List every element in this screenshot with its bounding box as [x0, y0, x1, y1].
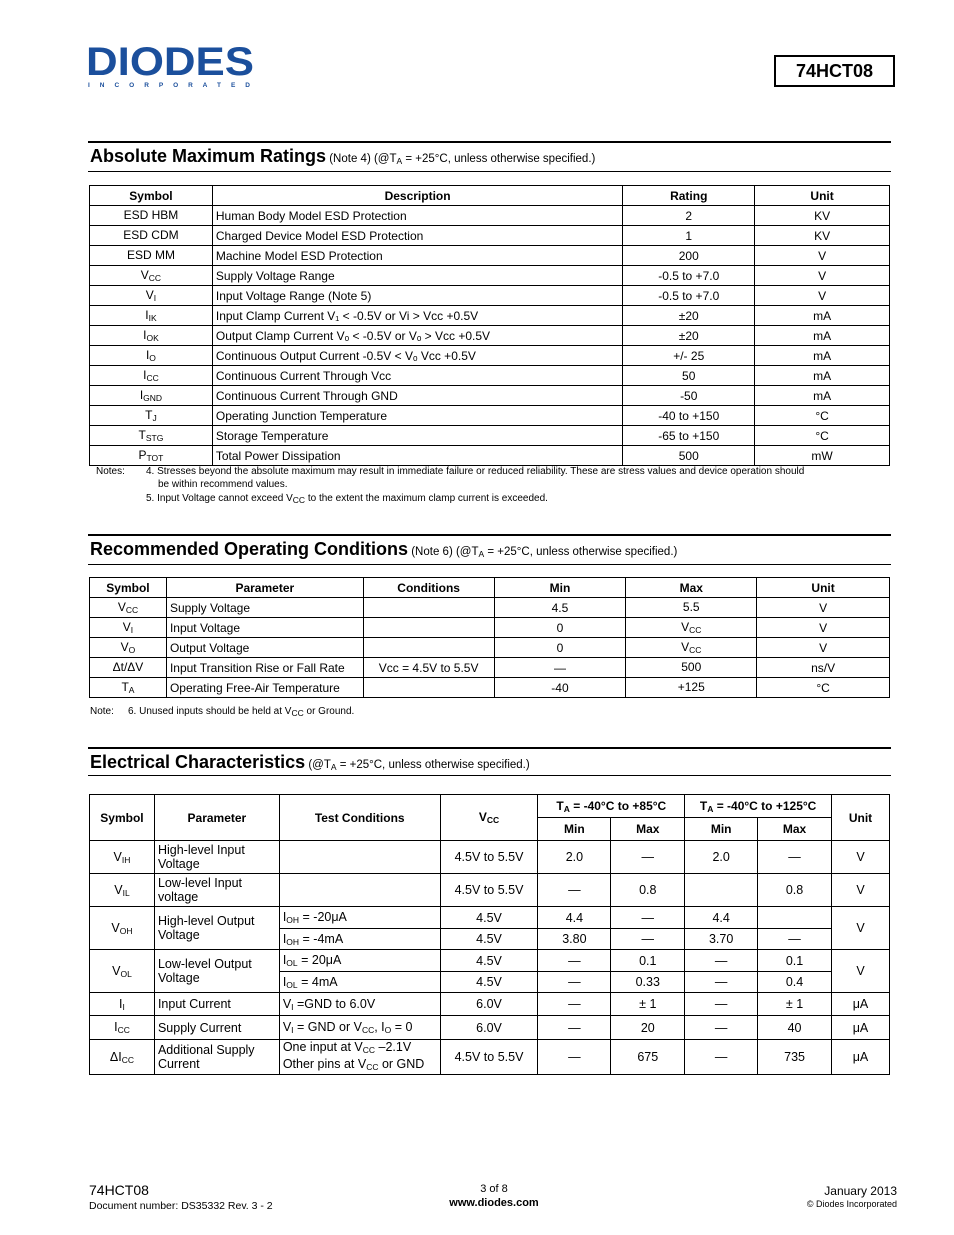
rating-cell: ±20	[623, 326, 755, 346]
max-cell: 0.1	[758, 950, 832, 972]
col-header-unit: Unit	[757, 578, 890, 598]
test-condition-cell: $I_{OH} = -20\mu A$	[279, 907, 440, 929]
parameter-cell: Supply Current	[154, 1016, 279, 1040]
table-row	[90, 907, 890, 929]
col-header-min: Min	[538, 818, 611, 841]
conditions-cell	[363, 598, 494, 618]
symbol-cell: Δt/ΔV	[90, 658, 167, 678]
min-cell: 4.4	[538, 907, 611, 929]
divider	[88, 775, 891, 776]
max-cell: —	[611, 841, 685, 874]
max-cell: 5.5	[626, 598, 757, 618]
symbol-cell: $T_J$	[90, 406, 213, 426]
col-header-symbol: Symbol	[90, 795, 155, 841]
min-cell: —	[685, 1016, 758, 1040]
col-header-max: Max	[611, 818, 685, 841]
unit-cell: mW	[755, 446, 890, 466]
col-header-test-conditions: Test Conditions	[279, 795, 440, 841]
table-row	[90, 266, 890, 286]
col-header-range-85: $T_A = -40^\circ C$ to +85°C	[538, 795, 685, 818]
min-cell: 3.80	[538, 929, 611, 950]
max-cell: 40	[758, 1016, 832, 1040]
symbol-cell: $V_I$	[90, 286, 213, 306]
symbol-cell: $I_O$	[90, 346, 213, 366]
unit-cell: V	[832, 950, 890, 993]
symbol-cell: ESD CDM	[90, 226, 213, 246]
min-cell: 4.4	[685, 907, 758, 929]
min-cell: 0	[494, 638, 626, 658]
parameter-cell: High-level Input Voltage	[154, 841, 279, 874]
symbol-cell: $V_{OH}$	[90, 907, 155, 950]
description-cell: Storage Temperature	[212, 426, 622, 446]
note-5: 5. Input Voltage cannot exceed $V_{CC}$ to the extent the maximum clamp current is exceeded.	[146, 493, 548, 505]
unit-cell: °C	[757, 678, 890, 698]
amr-notes-label: Notes:	[96, 466, 125, 477]
table-row	[90, 426, 890, 446]
vcc-cell: 4.5V	[440, 929, 538, 950]
note-6: 6. Unused inputs should be held at $V_{CC}$ or Ground.	[128, 706, 355, 718]
min-cell: 4.5	[494, 598, 626, 618]
min-cell: —	[685, 993, 758, 1016]
unit-cell: V	[757, 598, 890, 618]
table-row	[90, 638, 890, 658]
table-row	[90, 618, 890, 638]
max-cell: ± 1	[758, 993, 832, 1016]
parameter-cell: Operating Free-Air Temperature	[166, 678, 363, 698]
table-row	[90, 993, 890, 1016]
table-row	[90, 306, 890, 326]
rating-cell: -40 to +150	[623, 406, 755, 426]
description-cell: Charged Device Model ESD Protection	[212, 226, 622, 246]
description-cell: Output Clamp Current Vₒ < -0.5V or Vₒ > Vcc +0.5V	[212, 326, 622, 346]
table-row	[90, 874, 890, 907]
min-cell: —	[538, 1040, 611, 1075]
table-row	[90, 950, 890, 972]
col-header-max: Max	[626, 578, 757, 598]
max-cell: 500	[626, 658, 757, 678]
table-row	[90, 346, 890, 366]
conditions-cell: Vcc = 4.5V to 5.5V	[363, 658, 494, 678]
footer-page-number: 3 of 8	[480, 1183, 508, 1195]
unit-cell: V	[755, 286, 890, 306]
footer-date: January 2013	[824, 1184, 897, 1198]
footer-copyright: © Diodes Incorporated	[806, 1199, 897, 1209]
symbol-cell: $T_{STG}$	[90, 426, 213, 446]
table-row	[90, 1040, 890, 1075]
unit-cell: V	[755, 266, 890, 286]
divider	[88, 534, 891, 536]
col-header-max: Max	[758, 818, 832, 841]
symbol-cell: $I_I$	[90, 993, 155, 1016]
col-header-unit: Unit	[832, 795, 890, 841]
description-cell: Machine Model ESD Protection	[212, 246, 622, 266]
symbol-cell: $V_{CC}$	[90, 266, 213, 286]
col-header-unit: Unit	[755, 186, 890, 206]
table-row	[90, 286, 890, 306]
max-cell	[758, 907, 832, 929]
vcc-cell: 6.0V	[440, 993, 538, 1016]
max-cell: ± 1	[611, 993, 685, 1016]
divider	[88, 564, 891, 565]
vcc-cell: 6.0V	[440, 1016, 538, 1040]
max-cell: —	[758, 929, 832, 950]
divider	[88, 747, 891, 749]
rating-cell: -50	[623, 386, 755, 406]
table-row	[90, 1016, 890, 1040]
col-header-range-125: $T_A = -40^\circ C$ to +125°C	[685, 795, 832, 818]
col-header-vcc: $V_{CC}$	[440, 795, 538, 841]
max-cell: $V_{CC}$	[626, 638, 757, 658]
vcc-cell: 4.5V to 5.5V	[440, 874, 538, 907]
note-4: 4. Stresses beyond the absolute maximum may result in immediate failure or reduced reliability. These are stress values and device operation should	[146, 466, 805, 477]
col-header-min: Min	[685, 818, 758, 841]
rating-cell: -65 to +150	[623, 426, 755, 446]
note-4-cont: be within recommend values.	[158, 479, 288, 490]
logo-subtext: I N C O R P O R A T E D	[88, 82, 251, 89]
unit-cell: ns/V	[757, 658, 890, 678]
conditions-cell	[363, 618, 494, 638]
unit-cell: mA	[755, 346, 890, 366]
rating-cell: -0.5 to +7.0	[623, 266, 755, 286]
table-header-row	[90, 795, 890, 818]
min-cell: —	[685, 972, 758, 993]
symbol-cell: $V_{OL}$	[90, 950, 155, 993]
parameter-cell: Input Voltage	[166, 618, 363, 638]
description-cell: Supply Voltage Range	[212, 266, 622, 286]
rating-cell: -0.5 to +7.0	[623, 286, 755, 306]
unit-cell: V	[832, 841, 890, 874]
max-cell: —	[611, 929, 685, 950]
max-cell: —	[611, 907, 685, 929]
ec-section-title: Electrical Characteristics ($@T_A = +25^\circ C$, unless otherwise specified.)	[90, 752, 530, 772]
unit-cell: μA	[832, 1016, 890, 1040]
unit-cell: °C	[755, 406, 890, 426]
max-cell: —	[758, 841, 832, 874]
col-header-conditions: Conditions	[363, 578, 494, 598]
description-cell: Continuous Current Through GND	[212, 386, 622, 406]
table-header-row	[90, 578, 890, 598]
symbol-cell: $I_{IK}$	[90, 306, 213, 326]
amr-section-title: Absolute Maximum Ratings (Note 4) ($@T_A = +25^\circ C$, unless otherwise specified.)	[90, 146, 596, 166]
table-header-row	[90, 186, 890, 206]
table-row	[90, 658, 890, 678]
parameter-cell: Additional Supply Current	[154, 1040, 279, 1075]
table-row	[90, 841, 890, 874]
max-cell: 0.8	[611, 874, 685, 907]
min-cell: 2.0	[685, 841, 758, 874]
unit-cell: μA	[832, 993, 890, 1016]
max-cell: $V_{CC}$	[626, 618, 757, 638]
diodes-logo	[86, 42, 261, 90]
symbol-cell: $I_{OK}$	[90, 326, 213, 346]
unit-cell: °C	[755, 426, 890, 446]
min-cell: —	[685, 950, 758, 972]
parameter-cell: Output Voltage	[166, 638, 363, 658]
recommended-operating-conditions-table	[89, 577, 890, 698]
rating-cell: 2	[623, 206, 755, 226]
max-cell: 0.33	[611, 972, 685, 993]
symbol-cell: $\Delta I_{CC}$	[90, 1040, 155, 1075]
test-condition-cell	[279, 841, 440, 874]
min-cell: —	[538, 972, 611, 993]
footer-part-number: 74HCT08	[89, 1182, 149, 1198]
rating-cell: 50	[623, 366, 755, 386]
col-header-parameter: Parameter	[154, 795, 279, 841]
table-row	[90, 678, 890, 698]
roc-section-title: Recommended Operating Conditions (Note 6) ($@T_A = +25^\circ C$, unless otherwise specified.)	[90, 539, 678, 559]
symbol-cell: $I_{CC}$	[90, 366, 213, 386]
rating-cell: ±20	[623, 306, 755, 326]
footer-website-link[interactable]: www.diodes.com	[449, 1197, 539, 1209]
table-row	[90, 598, 890, 618]
table-row	[90, 226, 890, 246]
unit-cell: KV	[755, 206, 890, 226]
max-cell: 0.4	[758, 972, 832, 993]
divider	[88, 141, 891, 143]
max-cell: 675	[611, 1040, 685, 1075]
min-cell: —	[685, 1040, 758, 1075]
parameter-cell: Input Current	[154, 993, 279, 1016]
test-condition-cell	[279, 874, 440, 907]
min-cell: 2.0	[538, 841, 611, 874]
min-cell: —	[538, 874, 611, 907]
table-row	[90, 366, 890, 386]
rating-cell: +/- 25	[623, 346, 755, 366]
divider	[88, 171, 891, 172]
max-cell: 20	[611, 1016, 685, 1040]
min-cell: 0	[494, 618, 626, 638]
unit-cell: V	[757, 618, 890, 638]
unit-cell: mA	[755, 386, 890, 406]
vcc-cell: 4.5V to 5.5V	[440, 841, 538, 874]
electrical-characteristics-table	[89, 794, 890, 1075]
parameter-cell: Input Transition Rise or Fall Rate	[166, 658, 363, 678]
min-cell: 3.70	[685, 929, 758, 950]
min-cell: —	[494, 658, 626, 678]
col-header-symbol: Symbol	[90, 186, 213, 206]
roc-note-label: Note:	[90, 706, 114, 717]
parameter-cell: Supply Voltage	[166, 598, 363, 618]
table-row	[90, 386, 890, 406]
conditions-cell	[363, 678, 494, 698]
unit-cell: mA	[755, 366, 890, 386]
table-row	[90, 406, 890, 426]
symbol-cell: $V_O$	[90, 638, 167, 658]
vcc-cell: 4.5V to 5.5V	[440, 1040, 538, 1075]
min-cell: -40	[494, 678, 626, 698]
footer-document-number: Document number: DS35332 Rev. 3 - 2	[89, 1200, 273, 1212]
unit-cell: μA	[832, 1040, 890, 1075]
table-row	[90, 206, 890, 226]
unit-cell: mA	[755, 326, 890, 346]
table-row	[90, 446, 890, 466]
description-cell: Human Body Model ESD Protection	[212, 206, 622, 226]
conditions-cell	[363, 638, 494, 658]
min-cell: —	[538, 950, 611, 972]
unit-cell: V	[832, 907, 890, 950]
description-cell: Operating Junction Temperature	[212, 406, 622, 426]
col-header-description: Description	[212, 186, 622, 206]
symbol-cell: $V_{CC}$	[90, 598, 167, 618]
col-header-min: Min	[494, 578, 626, 598]
table-row	[90, 326, 890, 346]
part-number-box: 74HCT08	[774, 55, 895, 87]
test-condition-cell: One input at $V_{CC}$ –2.1V Other pins at $V_{CC}$ or GND	[279, 1040, 440, 1075]
max-cell: 735	[758, 1040, 832, 1075]
absolute-maximum-ratings-table	[89, 185, 890, 466]
symbol-cell: $P_{TOT}$	[90, 446, 213, 466]
parameter-cell: Low-level Output Voltage	[154, 950, 279, 993]
symbol-cell: $T_A$	[90, 678, 167, 698]
vcc-cell: 4.5V	[440, 972, 538, 993]
test-condition-cell: $V_I$ = GND or $V_{CC}$, $I_O = 0$	[279, 1016, 440, 1040]
test-condition-cell: $I_{OL} = 4mA$	[279, 972, 440, 993]
logo-text: DIODES	[86, 42, 254, 84]
vcc-cell: 4.5V	[440, 950, 538, 972]
unit-cell: V	[755, 246, 890, 266]
unit-cell: mA	[755, 306, 890, 326]
max-cell: 0.8	[758, 874, 832, 907]
symbol-cell: ESD HBM	[90, 206, 213, 226]
rating-cell: 200	[623, 246, 755, 266]
symbol-cell: $V_I$	[90, 618, 167, 638]
test-condition-cell: $I_{OH} = -4mA$	[279, 929, 440, 950]
test-condition-cell: $V_I =GND$ to 6.0V	[279, 993, 440, 1016]
symbol-cell: $I_{GND}$	[90, 386, 213, 406]
unit-cell: KV	[755, 226, 890, 246]
unit-cell: V	[757, 638, 890, 658]
symbol-cell: ESD MM	[90, 246, 213, 266]
table-row	[90, 246, 890, 266]
parameter-cell: High-level Output Voltage	[154, 907, 279, 950]
parameter-cell: Low-level Input voltage	[154, 874, 279, 907]
description-cell: Input Voltage Range (Note 5)	[212, 286, 622, 306]
description-cell: Input Clamp Current V₁ < -0.5V or Vi > Vcc +0.5V	[212, 306, 622, 326]
description-cell: Continuous Output Current -0.5V < Vₒ Vcc +0.5V	[212, 346, 622, 366]
min-cell: —	[538, 1016, 611, 1040]
description-cell: Total Power Dissipation	[212, 446, 622, 466]
unit-cell: V	[832, 874, 890, 907]
min-cell	[685, 874, 758, 907]
test-condition-cell: $I_{OL} = 20\mu A$	[279, 950, 440, 972]
min-cell: —	[538, 993, 611, 1016]
rating-cell: 500	[623, 446, 755, 466]
col-header-rating: Rating	[623, 186, 755, 206]
symbol-cell: $V_{IH}$	[90, 841, 155, 874]
col-header-symbol: Symbol	[90, 578, 167, 598]
max-cell: 0.1	[611, 950, 685, 972]
description-cell: Continuous Current Through Vcc	[212, 366, 622, 386]
col-header-parameter: Parameter	[166, 578, 363, 598]
vcc-cell: 4.5V	[440, 907, 538, 929]
symbol-cell: $I_{CC}$	[90, 1016, 155, 1040]
symbol-cell: $V_{IL}$	[90, 874, 155, 907]
max-cell: +125	[626, 678, 757, 698]
rating-cell: 1	[623, 226, 755, 246]
